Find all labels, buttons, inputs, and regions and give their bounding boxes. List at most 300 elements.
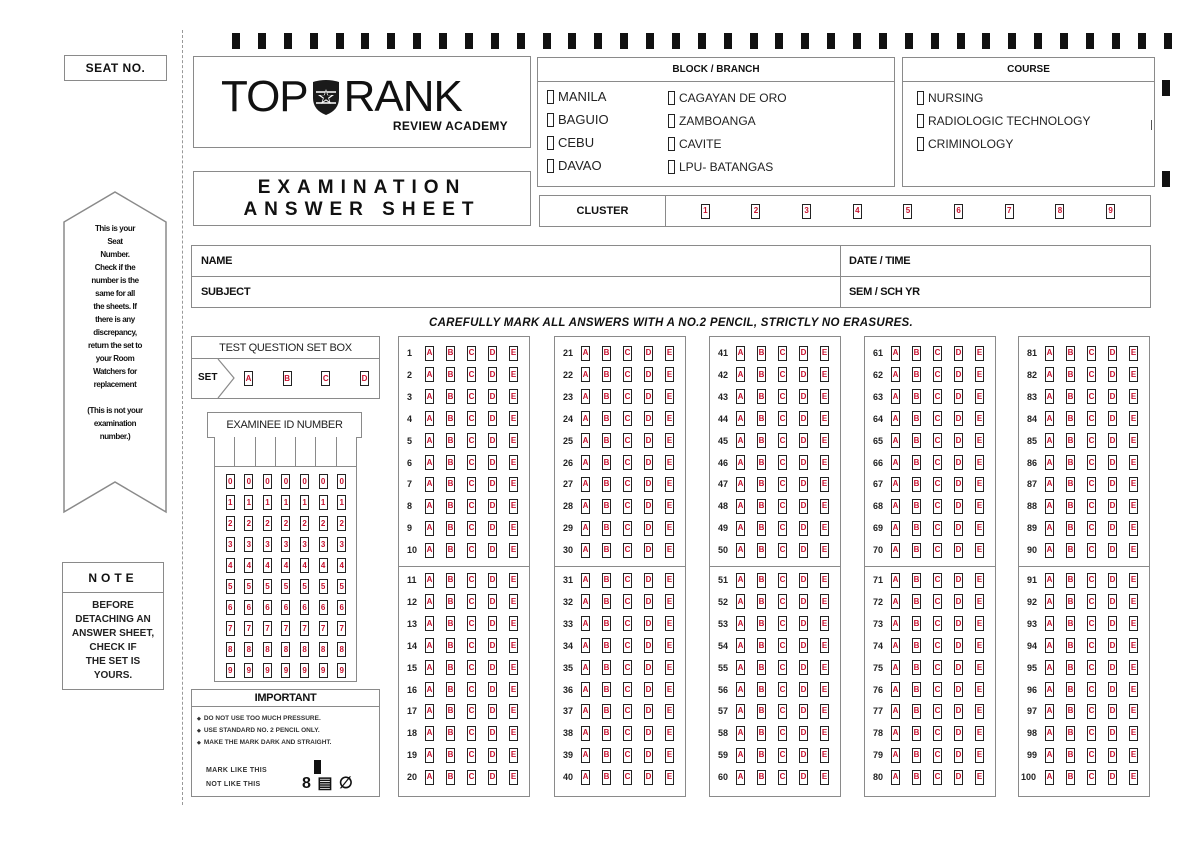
- answer-bubble-85-a[interactable]: A: [1045, 433, 1054, 448]
- answer-bubble-7-c[interactable]: C: [467, 477, 476, 492]
- answer-bubble-82-d[interactable]: D: [1108, 367, 1117, 382]
- answer-bubble-81-b[interactable]: B: [1066, 346, 1075, 361]
- answer-bubble-58-c[interactable]: C: [778, 726, 787, 741]
- answer-bubble-74-a[interactable]: A: [891, 638, 900, 653]
- answer-bubble-15-b[interactable]: B: [446, 660, 455, 675]
- answer-bubble-2-a[interactable]: A: [425, 367, 434, 382]
- answer-bubble-31-e[interactable]: E: [665, 573, 674, 588]
- answer-bubble-26-d[interactable]: D: [644, 455, 653, 470]
- answer-bubble-32-a[interactable]: A: [581, 594, 590, 609]
- id-bubble-1-3[interactable]: 3: [226, 537, 235, 552]
- answer-bubble-24-e[interactable]: E: [665, 411, 674, 426]
- answer-bubble-81-a[interactable]: A: [1045, 346, 1054, 361]
- checkbox[interactable]: [917, 137, 924, 151]
- answer-bubble-74-d[interactable]: D: [954, 638, 963, 653]
- answer-bubble-29-a[interactable]: A: [581, 521, 590, 536]
- id-bubble-3-0[interactable]: 0: [263, 474, 272, 489]
- answer-bubble-31-b[interactable]: B: [602, 573, 611, 588]
- answer-bubble-72-c[interactable]: C: [933, 594, 942, 609]
- answer-bubble-16-b[interactable]: B: [446, 682, 455, 697]
- answer-bubble-31-d[interactable]: D: [644, 573, 653, 588]
- answer-bubble-61-d[interactable]: D: [954, 346, 963, 361]
- answer-bubble-96-c[interactable]: C: [1087, 682, 1096, 697]
- answer-bubble-1-a[interactable]: A: [425, 346, 434, 361]
- answer-bubble-27-d[interactable]: D: [644, 477, 653, 492]
- answer-bubble-18-d[interactable]: D: [488, 726, 497, 741]
- answer-bubble-30-c[interactable]: C: [623, 543, 632, 558]
- set-bubble-a[interactable]: A: [244, 371, 253, 386]
- answer-bubble-96-e[interactable]: E: [1129, 682, 1138, 697]
- answer-bubble-67-a[interactable]: A: [891, 477, 900, 492]
- answer-bubble-69-b[interactable]: B: [912, 521, 921, 536]
- answer-bubble-17-a[interactable]: A: [425, 704, 434, 719]
- answer-bubble-89-d[interactable]: D: [1108, 521, 1117, 536]
- answer-bubble-66-d[interactable]: D: [954, 455, 963, 470]
- answer-bubble-39-e[interactable]: E: [665, 748, 674, 763]
- branch-option-cavite[interactable]: [668, 137, 721, 151]
- answer-bubble-57-e[interactable]: E: [820, 704, 829, 719]
- answer-bubble-100-e[interactable]: E: [1129, 770, 1138, 785]
- answer-bubble-87-e[interactable]: E: [1129, 477, 1138, 492]
- answer-bubble-60-d[interactable]: D: [799, 770, 808, 785]
- answer-bubble-92-e[interactable]: E: [1129, 594, 1138, 609]
- answer-bubble-87-d[interactable]: D: [1108, 477, 1117, 492]
- answer-bubble-55-c[interactable]: C: [778, 660, 787, 675]
- answer-bubble-35-a[interactable]: A: [581, 660, 590, 675]
- answer-bubble-23-b[interactable]: B: [602, 389, 611, 404]
- answer-bubble-14-b[interactable]: B: [446, 638, 455, 653]
- answer-bubble-25-b[interactable]: B: [602, 433, 611, 448]
- checkbox[interactable]: [668, 114, 675, 128]
- answer-bubble-73-a[interactable]: A: [891, 616, 900, 631]
- answer-bubble-71-b[interactable]: B: [912, 573, 921, 588]
- answer-bubble-41-a[interactable]: A: [736, 346, 745, 361]
- answer-bubble-10-d[interactable]: D: [488, 543, 497, 558]
- answer-bubble-64-d[interactable]: D: [954, 411, 963, 426]
- answer-bubble-57-b[interactable]: B: [757, 704, 766, 719]
- answer-bubble-64-a[interactable]: A: [891, 411, 900, 426]
- answer-bubble-37-d[interactable]: D: [644, 704, 653, 719]
- answer-bubble-62-e[interactable]: E: [975, 367, 984, 382]
- answer-bubble-92-b[interactable]: B: [1066, 594, 1075, 609]
- answer-bubble-25-d[interactable]: D: [644, 433, 653, 448]
- answer-bubble-2-d[interactable]: D: [488, 367, 497, 382]
- answer-bubble-6-a[interactable]: A: [425, 455, 434, 470]
- answer-bubble-25-a[interactable]: A: [581, 433, 590, 448]
- answer-bubble-95-d[interactable]: D: [1108, 660, 1117, 675]
- answer-bubble-68-c[interactable]: C: [933, 499, 942, 514]
- id-bubble-2-8[interactable]: 8: [244, 642, 253, 657]
- answer-bubble-11-b[interactable]: B: [446, 573, 455, 588]
- id-digit-cell[interactable]: [256, 437, 276, 466]
- answer-bubble-79-a[interactable]: A: [891, 748, 900, 763]
- answer-bubble-47-c[interactable]: C: [778, 477, 787, 492]
- answer-bubble-80-b[interactable]: B: [912, 770, 921, 785]
- answer-bubble-48-a[interactable]: A: [736, 499, 745, 514]
- answer-bubble-41-d[interactable]: D: [799, 346, 808, 361]
- id-bubble-1-8[interactable]: 8: [226, 642, 235, 657]
- seat-number-box[interactable]: [64, 55, 167, 81]
- answer-bubble-70-c[interactable]: C: [933, 543, 942, 558]
- answer-bubble-58-a[interactable]: A: [736, 726, 745, 741]
- answer-bubble-7-a[interactable]: A: [425, 477, 434, 492]
- id-bubble-5-3[interactable]: 3: [300, 537, 309, 552]
- answer-bubble-26-b[interactable]: B: [602, 455, 611, 470]
- answer-bubble-16-e[interactable]: E: [509, 682, 518, 697]
- answer-bubble-17-d[interactable]: D: [488, 704, 497, 719]
- answer-bubble-54-d[interactable]: D: [799, 638, 808, 653]
- answer-bubble-28-b[interactable]: B: [602, 499, 611, 514]
- answer-bubble-97-a[interactable]: A: [1045, 704, 1054, 719]
- answer-bubble-97-d[interactable]: D: [1108, 704, 1117, 719]
- answer-bubble-49-d[interactable]: D: [799, 521, 808, 536]
- answer-bubble-33-a[interactable]: A: [581, 616, 590, 631]
- answer-bubble-45-d[interactable]: D: [799, 433, 808, 448]
- answer-bubble-57-d[interactable]: D: [799, 704, 808, 719]
- answer-bubble-98-b[interactable]: B: [1066, 726, 1075, 741]
- answer-bubble-80-a[interactable]: A: [891, 770, 900, 785]
- answer-bubble-64-b[interactable]: B: [912, 411, 921, 426]
- answer-bubble-42-c[interactable]: C: [778, 367, 787, 382]
- answer-bubble-8-c[interactable]: C: [467, 499, 476, 514]
- answer-bubble-74-e[interactable]: E: [975, 638, 984, 653]
- id-digit-cell[interactable]: [316, 437, 336, 466]
- answer-bubble-40-b[interactable]: B: [602, 770, 611, 785]
- answer-bubble-44-d[interactable]: D: [799, 411, 808, 426]
- answer-bubble-7-b[interactable]: B: [446, 477, 455, 492]
- id-bubble-4-9[interactable]: 9: [281, 663, 290, 678]
- answer-bubble-84-c[interactable]: C: [1087, 411, 1096, 426]
- answer-bubble-4-b[interactable]: B: [446, 411, 455, 426]
- answer-bubble-53-c[interactable]: C: [778, 616, 787, 631]
- answer-bubble-94-a[interactable]: A: [1045, 638, 1054, 653]
- answer-bubble-66-e[interactable]: E: [975, 455, 984, 470]
- answer-bubble-72-b[interactable]: B: [912, 594, 921, 609]
- id-bubble-3-9[interactable]: 9: [263, 663, 272, 678]
- answer-bubble-85-c[interactable]: C: [1087, 433, 1096, 448]
- answer-bubble-82-b[interactable]: B: [1066, 367, 1075, 382]
- answer-bubble-48-c[interactable]: C: [778, 499, 787, 514]
- answer-bubble-49-a[interactable]: A: [736, 521, 745, 536]
- answer-bubble-32-e[interactable]: E: [665, 594, 674, 609]
- answer-bubble-20-d[interactable]: D: [488, 770, 497, 785]
- answer-bubble-60-b[interactable]: B: [757, 770, 766, 785]
- id-bubble-6-4[interactable]: 4: [319, 558, 328, 573]
- answer-bubble-24-a[interactable]: A: [581, 411, 590, 426]
- answer-bubble-50-d[interactable]: D: [799, 543, 808, 558]
- answer-bubble-50-a[interactable]: A: [736, 543, 745, 558]
- id-digit-cell[interactable]: [296, 437, 316, 466]
- answer-bubble-62-a[interactable]: A: [891, 367, 900, 382]
- answer-bubble-4-c[interactable]: C: [467, 411, 476, 426]
- answer-bubble-67-d[interactable]: D: [954, 477, 963, 492]
- answer-bubble-90-d[interactable]: D: [1108, 543, 1117, 558]
- answer-bubble-96-a[interactable]: A: [1045, 682, 1054, 697]
- answer-bubble-25-e[interactable]: E: [665, 433, 674, 448]
- answer-bubble-43-e[interactable]: E: [820, 389, 829, 404]
- id-bubble-3-6[interactable]: 6: [263, 600, 272, 615]
- answer-bubble-65-e[interactable]: E: [975, 433, 984, 448]
- answer-bubble-87-b[interactable]: B: [1066, 477, 1075, 492]
- answer-bubble-13-a[interactable]: A: [425, 616, 434, 631]
- id-bubble-4-0[interactable]: 0: [281, 474, 290, 489]
- answer-bubble-20-b[interactable]: B: [446, 770, 455, 785]
- answer-bubble-55-b[interactable]: B: [757, 660, 766, 675]
- answer-bubble-68-a[interactable]: A: [891, 499, 900, 514]
- answer-bubble-36-a[interactable]: A: [581, 682, 590, 697]
- answer-bubble-99-d[interactable]: D: [1108, 748, 1117, 763]
- answer-bubble-34-b[interactable]: B: [602, 638, 611, 653]
- answer-bubble-87-a[interactable]: A: [1045, 477, 1054, 492]
- answer-bubble-18-e[interactable]: E: [509, 726, 518, 741]
- answer-bubble-82-a[interactable]: A: [1045, 367, 1054, 382]
- id-bubble-2-2[interactable]: 2: [244, 516, 253, 531]
- id-bubble-7-0[interactable]: 0: [337, 474, 346, 489]
- answer-bubble-96-b[interactable]: B: [1066, 682, 1075, 697]
- answer-bubble-56-d[interactable]: D: [799, 682, 808, 697]
- answer-bubble-64-c[interactable]: C: [933, 411, 942, 426]
- answer-bubble-45-e[interactable]: E: [820, 433, 829, 448]
- answer-bubble-1-e[interactable]: E: [509, 346, 518, 361]
- id-bubble-6-3[interactable]: 3: [319, 537, 328, 552]
- answer-bubble-68-e[interactable]: E: [975, 499, 984, 514]
- cluster-bubble-1[interactable]: 1: [701, 204, 710, 219]
- id-bubble-3-2[interactable]: 2: [263, 516, 272, 531]
- answer-bubble-77-d[interactable]: D: [954, 704, 963, 719]
- branch-option-lpu-batangas[interactable]: [668, 160, 773, 174]
- answer-bubble-93-d[interactable]: D: [1108, 616, 1117, 631]
- answer-bubble-39-a[interactable]: A: [581, 748, 590, 763]
- cluster-bubble-7[interactable]: 7: [1005, 204, 1014, 219]
- answer-bubble-42-e[interactable]: E: [820, 367, 829, 382]
- answer-bubble-51-e[interactable]: E: [820, 573, 829, 588]
- answer-bubble-88-b[interactable]: B: [1066, 499, 1075, 514]
- answer-bubble-19-b[interactable]: B: [446, 748, 455, 763]
- answer-bubble-76-a[interactable]: A: [891, 682, 900, 697]
- answer-bubble-49-e[interactable]: E: [820, 521, 829, 536]
- answer-bubble-1-d[interactable]: D: [488, 346, 497, 361]
- answer-bubble-55-e[interactable]: E: [820, 660, 829, 675]
- answer-bubble-37-e[interactable]: E: [665, 704, 674, 719]
- id-bubble-3-4[interactable]: 4: [263, 558, 272, 573]
- id-bubble-6-6[interactable]: 6: [319, 600, 328, 615]
- answer-bubble-47-e[interactable]: E: [820, 477, 829, 492]
- answer-bubble-65-c[interactable]: C: [933, 433, 942, 448]
- answer-bubble-9-c[interactable]: C: [467, 521, 476, 536]
- course-option-radiologic-technology[interactable]: [917, 114, 1090, 128]
- id-bubble-4-1[interactable]: 1: [281, 495, 290, 510]
- answer-bubble-58-e[interactable]: E: [820, 726, 829, 741]
- answer-bubble-59-e[interactable]: E: [820, 748, 829, 763]
- answer-bubble-69-a[interactable]: A: [891, 521, 900, 536]
- answer-bubble-70-b[interactable]: B: [912, 543, 921, 558]
- answer-bubble-64-e[interactable]: E: [975, 411, 984, 426]
- answer-bubble-40-d[interactable]: D: [644, 770, 653, 785]
- answer-bubble-6-d[interactable]: D: [488, 455, 497, 470]
- answer-bubble-15-a[interactable]: A: [425, 660, 434, 675]
- answer-bubble-10-e[interactable]: E: [509, 543, 518, 558]
- answer-bubble-68-d[interactable]: D: [954, 499, 963, 514]
- answer-bubble-91-c[interactable]: C: [1087, 573, 1096, 588]
- answer-bubble-91-e[interactable]: E: [1129, 573, 1138, 588]
- id-bubble-7-3[interactable]: 3: [337, 537, 346, 552]
- answer-bubble-34-e[interactable]: E: [665, 638, 674, 653]
- answer-bubble-12-b[interactable]: B: [446, 594, 455, 609]
- answer-bubble-7-e[interactable]: E: [509, 477, 518, 492]
- answer-bubble-41-e[interactable]: E: [820, 346, 829, 361]
- id-bubble-5-0[interactable]: 0: [300, 474, 309, 489]
- answer-bubble-29-c[interactable]: C: [623, 521, 632, 536]
- answer-bubble-14-a[interactable]: A: [425, 638, 434, 653]
- answer-bubble-86-a[interactable]: A: [1045, 455, 1054, 470]
- answer-bubble-9-d[interactable]: D: [488, 521, 497, 536]
- answer-bubble-41-c[interactable]: C: [778, 346, 787, 361]
- answer-bubble-9-a[interactable]: A: [425, 521, 434, 536]
- answer-bubble-44-c[interactable]: C: [778, 411, 787, 426]
- answer-bubble-24-d[interactable]: D: [644, 411, 653, 426]
- answer-bubble-88-d[interactable]: D: [1108, 499, 1117, 514]
- answer-bubble-73-d[interactable]: D: [954, 616, 963, 631]
- answer-bubble-1-b[interactable]: B: [446, 346, 455, 361]
- id-bubble-4-7[interactable]: 7: [281, 621, 290, 636]
- answer-bubble-53-d[interactable]: D: [799, 616, 808, 631]
- answer-bubble-59-d[interactable]: D: [799, 748, 808, 763]
- answer-bubble-32-b[interactable]: B: [602, 594, 611, 609]
- answer-bubble-97-b[interactable]: B: [1066, 704, 1075, 719]
- id-bubble-4-2[interactable]: 2: [281, 516, 290, 531]
- answer-bubble-19-c[interactable]: C: [467, 748, 476, 763]
- answer-bubble-28-a[interactable]: A: [581, 499, 590, 514]
- answer-bubble-36-b[interactable]: B: [602, 682, 611, 697]
- answer-bubble-84-b[interactable]: B: [1066, 411, 1075, 426]
- answer-bubble-30-b[interactable]: B: [602, 543, 611, 558]
- answer-bubble-35-e[interactable]: E: [665, 660, 674, 675]
- answer-bubble-60-c[interactable]: C: [778, 770, 787, 785]
- answer-bubble-95-b[interactable]: B: [1066, 660, 1075, 675]
- answer-bubble-22-a[interactable]: A: [581, 367, 590, 382]
- id-bubble-1-5[interactable]: 5: [226, 579, 235, 594]
- answer-bubble-40-e[interactable]: E: [665, 770, 674, 785]
- branch-option-davao[interactable]: [547, 158, 602, 173]
- answer-bubble-6-c[interactable]: C: [467, 455, 476, 470]
- id-bubble-5-5[interactable]: 5: [300, 579, 309, 594]
- answer-bubble-54-e[interactable]: E: [820, 638, 829, 653]
- answer-bubble-54-b[interactable]: B: [757, 638, 766, 653]
- answer-bubble-24-c[interactable]: C: [623, 411, 632, 426]
- answer-bubble-47-d[interactable]: D: [799, 477, 808, 492]
- answer-bubble-50-b[interactable]: B: [757, 543, 766, 558]
- set-bubble-d[interactable]: D: [360, 371, 369, 386]
- answer-bubble-58-b[interactable]: B: [757, 726, 766, 741]
- answer-bubble-43-d[interactable]: D: [799, 389, 808, 404]
- answer-bubble-98-d[interactable]: D: [1108, 726, 1117, 741]
- answer-bubble-51-b[interactable]: B: [757, 573, 766, 588]
- answer-bubble-7-d[interactable]: D: [488, 477, 497, 492]
- id-bubble-3-3[interactable]: 3: [263, 537, 272, 552]
- id-bubble-2-7[interactable]: 7: [244, 621, 253, 636]
- answer-bubble-81-e[interactable]: E: [1129, 346, 1138, 361]
- id-bubble-4-8[interactable]: 8: [281, 642, 290, 657]
- answer-bubble-94-d[interactable]: D: [1108, 638, 1117, 653]
- answer-bubble-90-b[interactable]: B: [1066, 543, 1075, 558]
- answer-bubble-36-c[interactable]: C: [623, 682, 632, 697]
- answer-bubble-12-d[interactable]: D: [488, 594, 497, 609]
- answer-bubble-98-c[interactable]: C: [1087, 726, 1096, 741]
- id-bubble-5-2[interactable]: 2: [300, 516, 309, 531]
- answer-bubble-95-e[interactable]: E: [1129, 660, 1138, 675]
- answer-bubble-38-a[interactable]: A: [581, 726, 590, 741]
- answer-bubble-89-b[interactable]: B: [1066, 521, 1075, 536]
- answer-bubble-91-a[interactable]: A: [1045, 573, 1054, 588]
- answer-bubble-65-a[interactable]: A: [891, 433, 900, 448]
- answer-bubble-83-d[interactable]: D: [1108, 389, 1117, 404]
- date-time-field[interactable]: [922, 248, 1147, 274]
- answer-bubble-3-e[interactable]: E: [509, 389, 518, 404]
- id-bubble-5-7[interactable]: 7: [300, 621, 309, 636]
- answer-bubble-13-d[interactable]: D: [488, 616, 497, 631]
- answer-bubble-5-c[interactable]: C: [467, 433, 476, 448]
- answer-bubble-54-a[interactable]: A: [736, 638, 745, 653]
- answer-bubble-17-e[interactable]: E: [509, 704, 518, 719]
- answer-bubble-61-b[interactable]: B: [912, 346, 921, 361]
- answer-bubble-2-e[interactable]: E: [509, 367, 518, 382]
- answer-bubble-79-c[interactable]: C: [933, 748, 942, 763]
- answer-bubble-76-c[interactable]: C: [933, 682, 942, 697]
- answer-bubble-34-a[interactable]: A: [581, 638, 590, 653]
- id-bubble-2-3[interactable]: 3: [244, 537, 253, 552]
- answer-bubble-74-b[interactable]: B: [912, 638, 921, 653]
- id-bubble-5-8[interactable]: 8: [300, 642, 309, 657]
- answer-bubble-53-b[interactable]: B: [757, 616, 766, 631]
- answer-bubble-82-e[interactable]: E: [1129, 367, 1138, 382]
- answer-bubble-10-a[interactable]: A: [425, 543, 434, 558]
- answer-bubble-36-e[interactable]: E: [665, 682, 674, 697]
- answer-bubble-74-c[interactable]: C: [933, 638, 942, 653]
- answer-bubble-14-d[interactable]: D: [488, 638, 497, 653]
- answer-bubble-67-c[interactable]: C: [933, 477, 942, 492]
- course-option-criminology[interactable]: [917, 137, 1013, 151]
- answer-bubble-45-a[interactable]: A: [736, 433, 745, 448]
- id-bubble-5-4[interactable]: 4: [300, 558, 309, 573]
- answer-bubble-20-c[interactable]: C: [467, 770, 476, 785]
- answer-bubble-10-c[interactable]: C: [467, 543, 476, 558]
- answer-bubble-97-c[interactable]: C: [1087, 704, 1096, 719]
- id-bubble-4-3[interactable]: 3: [281, 537, 290, 552]
- answer-bubble-11-e[interactable]: E: [509, 573, 518, 588]
- answer-bubble-52-c[interactable]: C: [778, 594, 787, 609]
- answer-bubble-38-c[interactable]: C: [623, 726, 632, 741]
- answer-bubble-29-e[interactable]: E: [665, 521, 674, 536]
- answer-bubble-27-e[interactable]: E: [665, 477, 674, 492]
- answer-bubble-63-c[interactable]: C: [933, 389, 942, 404]
- answer-bubble-78-a[interactable]: A: [891, 726, 900, 741]
- answer-bubble-69-c[interactable]: C: [933, 521, 942, 536]
- answer-bubble-40-c[interactable]: C: [623, 770, 632, 785]
- id-bubble-1-0[interactable]: 0: [226, 474, 235, 489]
- answer-bubble-73-e[interactable]: E: [975, 616, 984, 631]
- answer-bubble-90-a[interactable]: A: [1045, 543, 1054, 558]
- answer-bubble-69-d[interactable]: D: [954, 521, 963, 536]
- answer-bubble-80-e[interactable]: E: [975, 770, 984, 785]
- answer-bubble-23-d[interactable]: D: [644, 389, 653, 404]
- checkbox[interactable]: [668, 137, 675, 151]
- answer-bubble-89-c[interactable]: C: [1087, 521, 1096, 536]
- answer-bubble-12-a[interactable]: A: [425, 594, 434, 609]
- answer-bubble-9-e[interactable]: E: [509, 521, 518, 536]
- answer-bubble-18-b[interactable]: B: [446, 726, 455, 741]
- answer-bubble-3-d[interactable]: D: [488, 389, 497, 404]
- answer-bubble-46-d[interactable]: D: [799, 455, 808, 470]
